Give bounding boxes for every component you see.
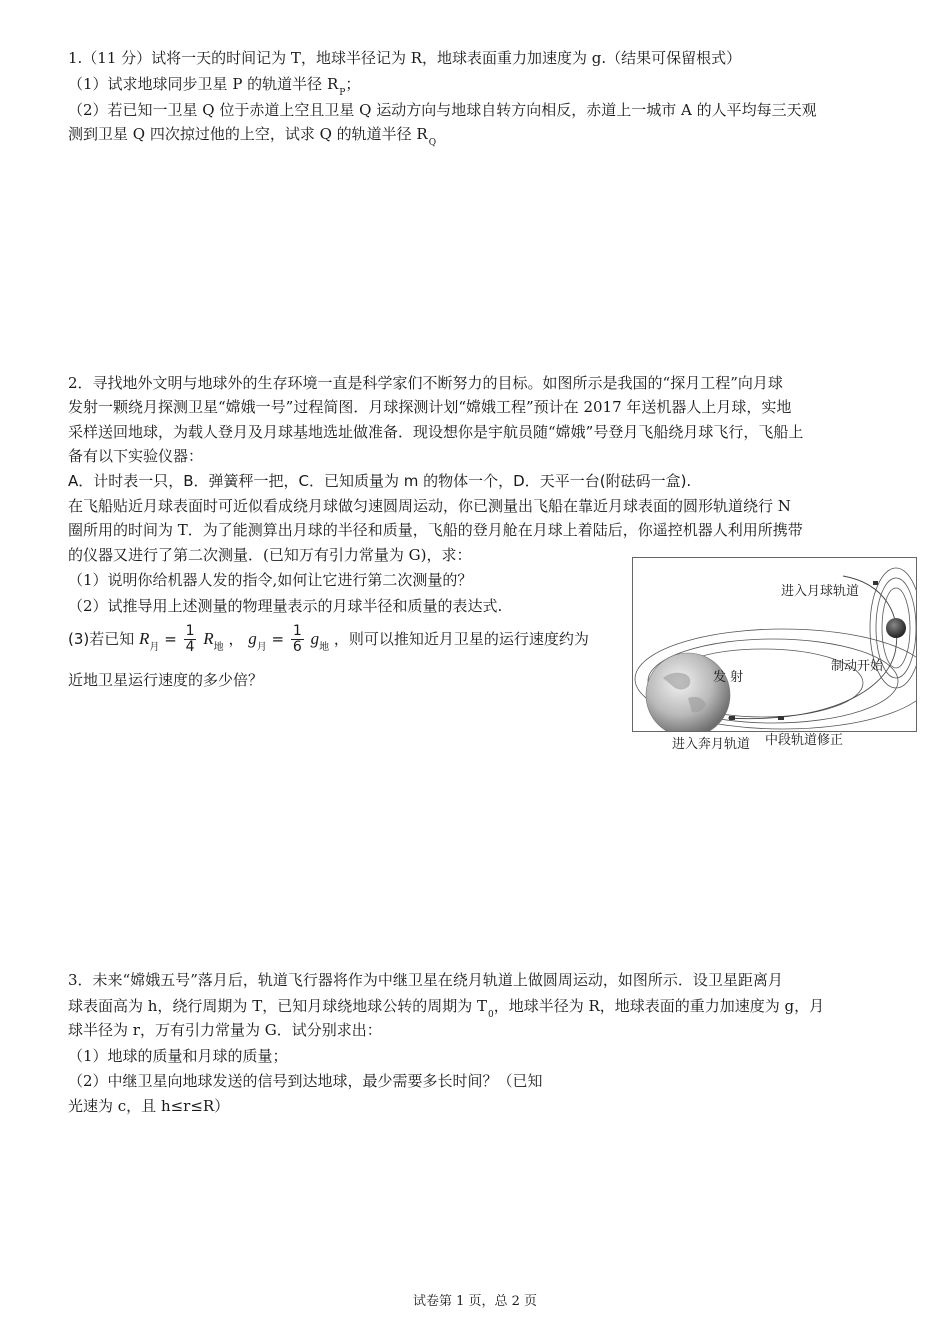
orbit-diagram [632,557,917,732]
q2-line2: 发射一颗绕月探测卫星“嫦娥一号”过程简图．月球探测计划“嫦娥工程”预计在 2017 年送机器人上月球，实地 [68,398,792,416]
var-g-earth: $g_地$ [310,629,330,653]
q2-line3: 采样送回地球，为载人登月及月球基地选址做准备．现设想你是宇航员随“嫦娥”号登月飞船绕月球飞行，飞船上 [68,423,804,441]
spacecraft-marker-3 [873,581,878,585]
spacecraft-marker-2 [778,716,784,720]
var-g-moon: $g_月$ [248,629,267,653]
q2-line1: 2．寻找地外文明与地球外的生存环境一直是科学家们不断努力的目标。如图所示是我国的“探月工程”向月球 [68,374,783,392]
q2-part3-line2: 近地卫星运行速度的多少倍？ [68,671,264,689]
comma: ， [228,630,244,648]
page-footer: 试卷第 1 页，总 2 页 [412,1294,538,1309]
earth-icon [646,653,730,731]
var-r-earth: $R_地$ [203,629,224,653]
equals-1: = [164,630,177,648]
equals-2: = [271,630,285,648]
label-midcourse-correction: 中段轨道修正 [765,733,844,748]
q2-part1: （1）说明你给机器人发的指令,如何让它进行第二次测量的？ [68,571,473,589]
orbit-diagram-svg [633,558,916,731]
q3-part1: （1）地球的质量和月球的质量； [68,1047,288,1065]
q3-line1: 3．未来“嫦娥五号”落月后，轨道飞行器将作为中继卫星在绕月轨道上做圆周运动，如图所示．设卫星距离月 [68,971,783,989]
q2-part2: （2）试推导用上述测量的物理量表示的月球半径和质量的表达式. [68,597,503,615]
q2-line4: 备有以下实验仪器： [68,447,204,465]
q3-line3: 球半径为 r，万有引力常量为 G．试分别求出： [68,1021,382,1039]
q2-line7: 圈所用的时间为 T．为了能测算出月球的半径和质量，飞船的登月舱在月球上着陆后，你遥控机器人利用所携带 [68,521,803,539]
label-launch: 发 射 [713,670,744,685]
q3-part2-line1: （2）中继卫星向地球发送的信号到达地球，最少需要多长时间？（已知 [68,1072,543,1090]
spacecraft-marker-1 [729,716,735,720]
moon-icon [886,618,906,638]
q2-line8: 的仪器又进行了第二次测量．(已知万有引力常量为 G)，求： [68,546,472,564]
q2-part3-formula-line: (3)若已知 $R_月$ = $\frac{1}{4}$ $R_地$ ， $g_月$ = $\frac{1}{6}$ $g_地$ ，则可以推知近月卫星的运行速度约为 [68,623,589,655]
q1-stem: 1.（11 分）试将一天的时间记为 T，地球半径记为 R，地球表面重力加速度为 g.（结果可保留根式） [68,49,742,67]
var-r-moon: $R_月$ [139,629,160,653]
q1-part2-line2: 测到卫星 Q 四次掠过他的上空，试求 Q 的轨道半径 $R_Q$ [68,125,437,148]
label-braking-start: 制动开始 [831,659,884,674]
q1-part2-line1: （2）若已知一卫星 Q 位于赤道上空且卫星 Q 运动方向与地球自转方向相反，赤道上一城市 A 的人平均每三天观 [68,101,817,119]
q2-instruments: A．计时表一只，B．弹簧秤一把，C．已知质量为 m 的物体一个，D．天平一台(附砝码一盒). [68,472,692,490]
fraction-one-quarter: $\frac{1}{4}$ [185,623,195,655]
q3-part2-line2: 光速为 c，且 h≤r≤R） [68,1097,230,1115]
label-enter-transfer-orbit: 进入奔月轨道 [672,737,751,752]
fraction-one-sixth: $\frac{1}{6}$ [292,623,302,655]
q3-line2: 球表面高为 h，绕行周期为 T，已知月球绕地球公转的周期为 $T_0$，地球半径为 R，地球表面的重力加速度为 g，月 [68,997,825,1020]
q1-part1: （1）试求地球同步卫星 P 的轨道半径 $R_P$； [68,75,361,98]
q2-line6: 在飞船贴近月球表面时可近似看成绕月球做匀速圆周运动，你已测量出飞船在靠近月球表面的圆形轨道绕行 N [68,497,791,515]
label-enter-lunar-orbit: 进入月球轨道 [781,584,860,599]
